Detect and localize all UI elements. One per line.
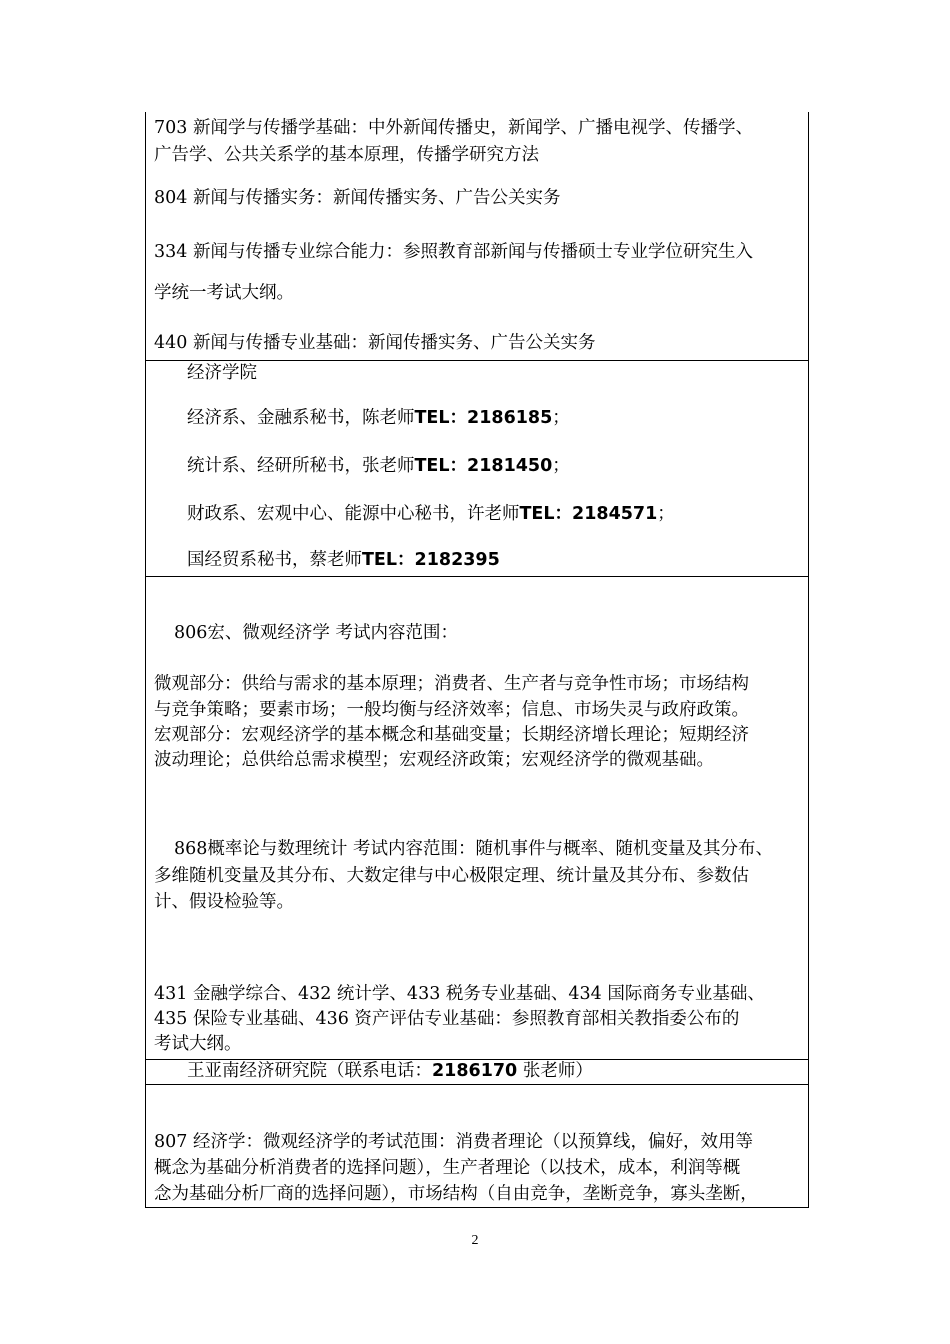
exam-868-line3: 计、假设检验等。 — [154, 892, 294, 912]
contact-line-1 — [187, 405, 802, 432]
contact-4-text: 国经贸系秘书，蔡老师 — [187, 550, 362, 570]
exam-806-line4: 波动理论；总供给总需求模型；宏观经济政策；宏观经济学的微观基础。 — [154, 750, 714, 770]
exam-703-line2: 广告学、公共关系学的基本原理，传播学研究方法 — [154, 145, 539, 165]
exam-440-line: 440 新闻与传播专业基础：新闻传播实务、广告公关实务 — [154, 333, 596, 353]
contact-1-text: 经济系、金融系秘书，陈老师 — [187, 408, 415, 428]
exam-807-line3: 念为基础分析厂商的选择问题），市场结构（自由竞争，垄断竞争，寡头垄断， — [154, 1184, 758, 1204]
exam-431-line3: 考试大纲。 — [154, 1034, 242, 1054]
exam-431-line1: 431 金融学综合、432 统计学、433 税务专业基础、434 国际商务专业基础、 — [154, 984, 765, 1004]
exam-804-line: 804 新闻与传播实务：新闻传播实务、广告公关实务 — [154, 188, 561, 208]
wise-contact-tel: 2186170 — [432, 1061, 518, 1081]
exam-431-line2: 435 保险专业基础、436 资产评估专业基础：参照教育部相关教指委公布的 — [154, 1009, 740, 1029]
exam-806-line2: 与竞争策略；要素市场；一般均衡与经济效率；信息、市场失灵与政府政策。 — [154, 700, 749, 720]
exam-807-line2: 概念为基础分析消费者的选择问题），生产者理论（以技术，成本，利润等概 — [154, 1158, 741, 1178]
page-number: 2 — [471, 1233, 479, 1248]
wise-contact-post: 张老师） — [517, 1061, 593, 1081]
contact-3-text: 财政系、宏观中心、能源中心秘书，许老师 — [187, 504, 520, 524]
exam-334-line2: 学统一考试大纲。 — [154, 283, 294, 303]
contact-2-text: 统计系、经研所秘书，张老师 — [187, 456, 415, 476]
wise-contact-line — [187, 1058, 802, 1085]
wise-contact-cell — [146, 1060, 808, 1085]
contact-3-tel: TEL：2184571 — [519, 504, 658, 524]
contact-1-tel: TEL：2186185 — [414, 408, 553, 428]
wise-contact-pre: 王亚南经济研究院（联系电话： — [187, 1061, 432, 1081]
exam-806-heading: 806宏、微观经济学 考试内容范围： — [174, 623, 458, 643]
exam-868-line1: 868概率论与数理统计 考试内容范围：随机事件与概率、随机变量及其分布、 — [174, 839, 773, 859]
exam-334-line1: 334 新闻与传播专业综合能力：参照教育部新闻与传播硕士专业学位研究生入 — [154, 242, 753, 262]
exam-806-line3: 宏观部分：宏观经济学的基本概念和基础变量；长期经济增长理论；短期经济 — [154, 725, 749, 745]
contact-line-2 — [187, 453, 802, 480]
wise-exam-cell — [146, 1085, 808, 1208]
contact-1-end: ； — [552, 408, 570, 428]
contact-line-3 — [187, 501, 802, 528]
economics-exam-cell — [146, 577, 808, 1060]
contact-line-4 — [187, 547, 802, 574]
contact-2-end: ； — [552, 456, 570, 476]
school-title: 经济学院 — [187, 363, 257, 383]
document-table — [145, 112, 809, 1208]
economics-contact-cell — [146, 361, 808, 577]
journalism-exam-cell — [146, 112, 808, 361]
contact-3-end: ； — [657, 504, 675, 524]
exam-703-line1: 703 新闻学与传播学基础：中外新闻传播史，新闻学、广播电视学、传播学、 — [154, 118, 753, 138]
exam-868-line2: 多维随机变量及其分布、大数定律与中心极限定理、统计量及其分布、参数估 — [154, 866, 749, 886]
exam-806-line1: 微观部分：供给与需求的基本原理；消费者、生产者与竞争性市场；市场结构 — [154, 674, 749, 694]
contact-2-tel: TEL：2181450 — [414, 456, 553, 476]
exam-807-line1: 807 经济学：微观经济学的考试范围：消费者理论（以预算线，偏好，效用等 — [154, 1132, 753, 1152]
contact-4-tel: TEL：2182395 — [362, 550, 500, 570]
